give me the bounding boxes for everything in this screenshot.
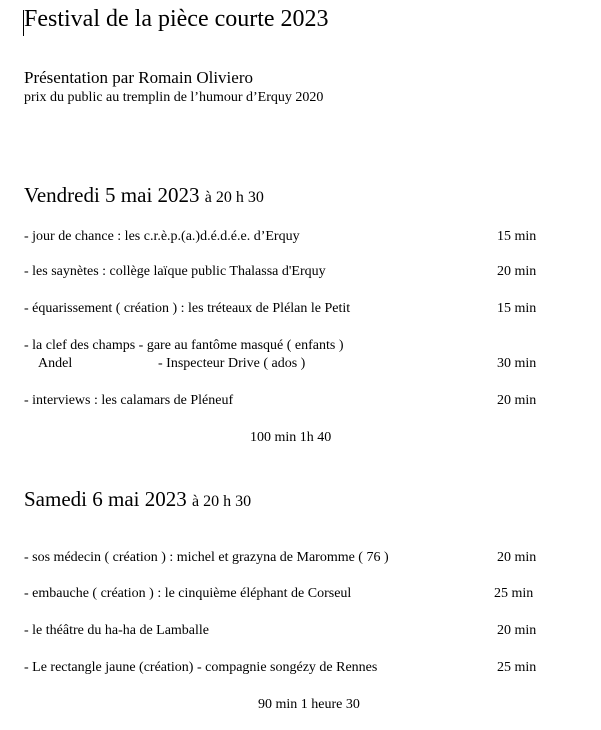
vendredi-total: 100 min 1h 40: [250, 430, 332, 445]
program-item-line2-right[interactable]: - Inspecteur Drive ( ados ): [158, 356, 306, 371]
program-item[interactable]: - sos médecin ( création ) : michel et grazyna de Maromme ( 76 ): [24, 550, 389, 565]
document-title[interactable]: Festival de la pièce courte 2023: [24, 6, 329, 32]
program-item[interactable]: - interviews : les calamars de Pléneuf: [24, 393, 234, 408]
item-duration: 20 min: [497, 550, 537, 565]
item-duration: 15 min: [497, 229, 537, 244]
samedi-date: Samedi 6 mai 2023: [24, 487, 187, 511]
program-item[interactable]: - les saynètes : collège laïque public Thalassa d'Erquy: [24, 264, 326, 279]
program-item[interactable]: - Le rectangle jaune (création) - compagnie songézy de Rennes: [24, 660, 378, 675]
program-item[interactable]: - le théâtre du ha-ha de Lamballe: [24, 623, 210, 638]
samedi-time: à 20 h 30: [191, 493, 252, 510]
vendredi-heading[interactable]: [24, 183, 264, 208]
program-item[interactable]: - embauche ( création ) : le cinquième éléphant de Corseul: [24, 586, 352, 601]
vendredi-date: Vendredi 5 mai 2023: [24, 183, 200, 207]
item-duration: 20 min: [497, 393, 537, 408]
program-item[interactable]: - jour de chance : les c.r.è.p.(a.)d.é.d.é.e. d’Erquy: [24, 229, 300, 244]
item-duration: 15 min: [497, 301, 537, 316]
samedi-heading[interactable]: [24, 487, 251, 512]
item-duration: 25 min: [494, 586, 534, 601]
item-duration: 20 min: [497, 623, 537, 638]
item-duration: 30 min: [497, 356, 537, 371]
program-item[interactable]: - équarissement ( création ) : les tréteaux de Plélan le Petit: [24, 301, 351, 316]
presentation-line[interactable]: Présentation par Romain Oliviero: [24, 68, 253, 87]
samedi-total: 90 min 1 heure 30: [258, 697, 360, 712]
vendredi-time: à 20 h 30: [204, 189, 264, 206]
program-item[interactable]: - la clef des champs - gare au fantôme masqué ( enfants ): [24, 338, 344, 353]
program-item-line2-left[interactable]: Andel: [38, 356, 73, 371]
item-duration: 20 min: [497, 264, 537, 279]
prix-line[interactable]: prix du public au tremplin de l’humour d’Erquy 2020: [24, 90, 324, 105]
item-duration: 25 min: [497, 660, 537, 675]
